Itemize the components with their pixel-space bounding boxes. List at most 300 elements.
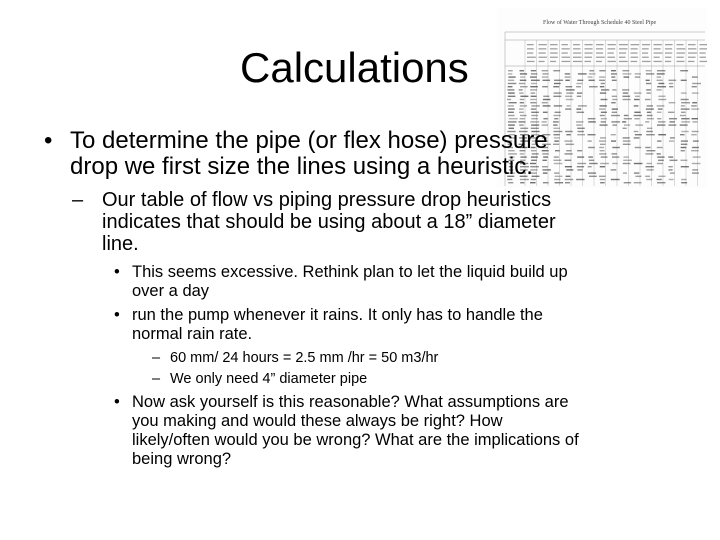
table-cell-mark (531, 115, 538, 116)
table-cell-mark (577, 80, 583, 81)
table-cell-mark (624, 115, 629, 116)
table-header-mark (700, 52, 706, 53)
table-cell-mark (624, 124, 630, 125)
table-cell-mark (530, 121, 539, 122)
table-header-mark (585, 44, 593, 45)
table-cell-mark (668, 112, 674, 113)
table-cell-mark (681, 99, 689, 100)
bullet-line: drop we first size the lines using a heuristic. (70, 153, 533, 180)
table-cell-mark (543, 182, 549, 183)
table-header-mark (619, 52, 626, 53)
table-cell-mark (520, 99, 525, 100)
table-cell-mark (693, 156, 701, 157)
table-header-mark (550, 52, 558, 53)
table-cell-mark (681, 166, 689, 167)
table-cell-mark (554, 105, 562, 106)
table-cell-mark (634, 92, 642, 93)
table-cell-mark (658, 96, 665, 97)
table-cell-mark (531, 112, 539, 113)
table-cell-mark (681, 80, 687, 81)
table-cell-mark (611, 121, 620, 122)
table-cell-mark (520, 182, 524, 183)
table-cell-mark (508, 92, 515, 93)
table-cell-mark (611, 73, 617, 74)
table-header-mark (550, 48, 558, 49)
table-header-mark (654, 61, 662, 62)
table-cell-mark (577, 96, 581, 97)
table-cell-mark (554, 118, 558, 119)
table-cell-mark (668, 156, 673, 157)
table-cell-mark (588, 121, 596, 122)
table-cell-mark (692, 169, 698, 170)
table-cell-mark (520, 80, 526, 81)
table-cell-mark (599, 108, 605, 109)
table-cell-mark (508, 121, 517, 122)
table-cell-mark (692, 147, 699, 148)
table-cell-mark (553, 86, 559, 87)
table-header-mark (562, 44, 568, 45)
table-header-mark (573, 44, 580, 45)
table-cell-mark (530, 102, 536, 103)
table-cell-mark (657, 80, 663, 81)
table-header-mark (642, 52, 648, 53)
table-cell-mark (622, 96, 630, 97)
table-cell-mark (691, 118, 698, 119)
table-cell-mark (681, 140, 688, 141)
table-cell-mark (681, 131, 688, 132)
table-cell-mark (692, 131, 699, 132)
table-cell-mark (634, 112, 640, 113)
table-cell-mark (657, 112, 662, 113)
table-cell-mark (601, 121, 606, 122)
table-cell-mark (691, 150, 699, 151)
table-header-mark (608, 57, 616, 58)
table-header-mark (539, 57, 547, 58)
table-cell-mark (658, 121, 665, 122)
table-cell-mark (600, 92, 606, 93)
table-cell-mark (670, 160, 678, 161)
table-cell-mark (531, 92, 536, 93)
table-header-mark (700, 57, 707, 58)
table-header-mark (688, 52, 697, 53)
bullet-line: you making and would these always be right? How (132, 412, 503, 430)
table-cell-mark (508, 86, 513, 87)
table-header-mark (654, 52, 663, 53)
table-header-mark (550, 57, 558, 58)
table-header-mark (573, 57, 582, 58)
table-cell-mark (507, 89, 514, 90)
bullet-line: run the pump whenever it rains. It only has to handle the (132, 306, 543, 324)
table-cell-mark (681, 92, 687, 93)
table-header-mark (677, 52, 685, 53)
table-header-mark (527, 48, 534, 49)
table-cell-mark (669, 118, 677, 119)
table-header-mark (619, 48, 627, 49)
bullet-marker: • (114, 263, 120, 281)
table-cell-mark (530, 182, 535, 183)
table-header-mark (619, 44, 628, 45)
table-cell-mark (670, 137, 675, 138)
table-cell-mark (681, 118, 689, 119)
table-cell-mark (566, 89, 575, 90)
table-cell-mark (576, 121, 583, 122)
table-header-mark (596, 44, 604, 45)
table-cell-mark (612, 108, 618, 109)
table-cell-mark (554, 83, 561, 84)
table-header-mark (619, 57, 626, 58)
table-header-mark (665, 52, 672, 53)
table-cell-mark (531, 118, 538, 119)
table-cell-mark (680, 70, 688, 71)
table-header-mark (654, 48, 661, 49)
table-cell-mark (623, 73, 632, 74)
table-cell-mark (600, 182, 605, 183)
table-header-mark (608, 48, 616, 49)
table-header-mark (677, 61, 685, 62)
table-cell-mark (542, 70, 548, 71)
table-cell-mark (576, 108, 581, 109)
table-cell-mark (519, 112, 524, 113)
bullet-text: 60 mm/ 24 hours = 2.5 mm /hr = 50 m3/hr (170, 350, 439, 366)
table-header-mark (688, 57, 696, 58)
table-cell-mark (600, 86, 604, 87)
table-cell-mark (681, 147, 687, 148)
table-cell-mark (624, 118, 632, 119)
table-cell-mark (542, 121, 547, 122)
table-cell-mark (692, 121, 697, 122)
table-header-mark (631, 61, 638, 62)
bullet-text (102, 189, 662, 255)
table-cell-mark (681, 179, 686, 180)
table-cell-mark (520, 73, 527, 74)
table-cell-mark (520, 118, 525, 119)
table-cell-mark (657, 105, 665, 106)
table-cell-mark (668, 124, 676, 125)
table-cell-mark (669, 179, 674, 180)
table-cell-mark (646, 89, 651, 90)
table-cell-mark (680, 134, 685, 135)
table-cell-mark (589, 86, 598, 87)
table-cell-mark (622, 121, 626, 122)
table-cell-mark (657, 124, 665, 125)
table-cell-mark (693, 140, 699, 141)
table-cell-mark (692, 86, 697, 87)
table-cell-mark (599, 76, 605, 77)
table-cell-mark (566, 105, 570, 106)
table-cell-mark (647, 112, 651, 113)
table-header-mark (654, 57, 660, 58)
table-header-mark (562, 48, 570, 49)
table-cell-mark (542, 102, 548, 103)
table-cell-mark (566, 92, 573, 93)
table-header-mark (585, 61, 591, 62)
table-header-mark (631, 48, 638, 49)
table-cell-mark (647, 115, 653, 116)
table-cell-mark (681, 105, 685, 106)
table-cell-mark (565, 108, 571, 109)
table-header-mark (527, 57, 536, 58)
table-header-mark (700, 48, 708, 49)
table-header-mark (619, 61, 628, 62)
table-cell-mark (601, 83, 605, 84)
table-cell-mark (611, 115, 620, 116)
table-cell-mark (681, 144, 688, 145)
table-header-mark (642, 57, 649, 58)
table-cell-mark (519, 92, 523, 93)
table-cell-mark (611, 70, 616, 71)
table-cell-mark (519, 108, 524, 109)
bullet-line: To determine the pipe (or flex hose) pressure (70, 127, 548, 154)
table-cell-mark (612, 124, 617, 125)
table-cell-mark (507, 99, 511, 100)
bullet-text: We only need 4” diameter pipe (170, 371, 368, 387)
table-cell-mark (681, 182, 687, 183)
table-header-mark (665, 44, 673, 45)
table-cell-mark (681, 112, 685, 113)
table-cell-mark (542, 80, 550, 81)
table-header-mark (677, 44, 684, 45)
bullet-text (132, 263, 692, 301)
table-header-mark (642, 61, 651, 62)
table-cell-mark (646, 70, 652, 71)
bullet-line: over a day (132, 282, 210, 300)
table-cell-mark (542, 73, 548, 74)
table-cell-mark (647, 118, 654, 119)
table-cell-mark (657, 89, 662, 90)
table-header-mark (562, 57, 571, 58)
table-cell-mark (531, 108, 536, 109)
table-cell-mark (612, 89, 616, 90)
table-cell-mark (543, 118, 547, 119)
table-header-mark (539, 61, 545, 62)
table-header-mark (550, 61, 556, 62)
table-cell-mark (589, 73, 596, 74)
table-header-mark (539, 44, 547, 45)
bullet-line: This seems excessive. Rethink plan to let the liquid build up (132, 263, 568, 281)
table-cell-mark (680, 160, 687, 161)
bullet-line: Our table of flow vs piping pressure drop heuristics (102, 189, 552, 211)
table-header-mark (654, 44, 662, 45)
table-cell-mark (622, 70, 629, 71)
bullet-marker: • (114, 393, 120, 411)
table-cell-mark (635, 76, 640, 77)
table-cell-mark (601, 99, 608, 100)
table-cell-mark (519, 83, 525, 84)
table-cell-mark (531, 105, 539, 106)
table-cell-mark (612, 96, 617, 97)
table-header-mark (596, 57, 605, 58)
table-cell-mark (692, 76, 698, 77)
table-cell-mark (692, 172, 699, 173)
table-cell-mark (508, 108, 515, 109)
table-cell-mark (646, 83, 651, 84)
table-cell-mark (507, 105, 513, 106)
table-cell-mark (612, 112, 617, 113)
table-cell-mark (508, 124, 515, 125)
table-cell-mark (509, 118, 518, 119)
table-cell-mark (669, 102, 676, 103)
table-cell-mark (668, 169, 672, 170)
table-cell-mark (657, 70, 665, 71)
table-cell-mark (681, 102, 690, 103)
table-cell-mark (681, 108, 690, 109)
table-cell-mark (520, 86, 528, 87)
table-cell-mark (508, 115, 514, 116)
slide-title: Calculations (240, 44, 469, 91)
table-cell-mark (658, 83, 664, 84)
table-cell-mark (543, 96, 549, 97)
table-cell-mark (576, 86, 581, 87)
table-cell-mark (520, 115, 526, 116)
table-cell-mark (577, 112, 585, 113)
table-cell-mark (646, 108, 654, 109)
table-cell-mark (531, 80, 540, 81)
table-caption: Flow of Water Through Schedule 40 Steel Pipe (543, 20, 657, 26)
table-cell-mark (600, 124, 608, 125)
table-cell-mark (692, 92, 699, 93)
table-header-mark (631, 44, 640, 45)
table-header-mark (700, 44, 708, 45)
table-header-mark (677, 57, 684, 58)
table-cell-mark (520, 76, 525, 77)
table-cell-mark (657, 118, 661, 119)
table-cell-mark (669, 140, 674, 141)
bullet-line: likely/often would you be wrong? What are the implications of (132, 431, 579, 449)
table-cell-mark (658, 99, 666, 100)
table-header-mark (665, 61, 671, 62)
table-cell-mark (601, 112, 607, 113)
table-cell-mark (611, 102, 616, 103)
table-cell-mark (508, 96, 516, 97)
table-header-mark (688, 61, 694, 62)
table-cell-mark (645, 99, 651, 100)
table-header-mark (562, 61, 571, 62)
table-header-mark (585, 48, 593, 49)
bullet-text (70, 128, 664, 180)
table-cell-mark (646, 73, 654, 74)
dash-marker: – (72, 189, 84, 211)
table-header-mark (585, 57, 592, 58)
table-cell-mark (520, 105, 527, 106)
table-cell-mark (670, 172, 675, 173)
table-cell-mark (669, 83, 673, 84)
table-header-mark (665, 57, 671, 58)
table-cell-mark (531, 73, 537, 74)
table-cell-mark (553, 121, 559, 122)
table-cell-mark (588, 118, 596, 119)
table-cell-mark (578, 105, 587, 106)
bullet-line: Now ask yourself is this reasonable? What assumptions are (132, 393, 569, 411)
table-cell-mark (635, 124, 643, 125)
table-cell-mark (565, 96, 572, 97)
table-header-mark (527, 52, 533, 53)
table-cell-mark (543, 105, 551, 106)
table-cell-mark (599, 70, 605, 71)
table-header-mark (608, 52, 614, 53)
table-cell-mark (589, 80, 595, 81)
table-header-mark (527, 44, 534, 45)
table-cell-mark (508, 83, 516, 84)
dash-marker: – (152, 350, 161, 366)
table-cell-mark (508, 76, 515, 77)
table-cell-mark (692, 83, 701, 84)
table-header-mark (608, 61, 616, 62)
table-cell-mark (519, 121, 526, 122)
table-header-mark (527, 61, 535, 62)
table-header-mark (573, 52, 581, 53)
table-cell-mark (565, 76, 571, 77)
table-cell-mark (624, 182, 631, 183)
table-cell-mark (530, 99, 536, 100)
table-cell-mark (554, 115, 561, 116)
table-header-mark (608, 44, 616, 45)
table-cell-mark (508, 80, 514, 81)
table-cell-mark (681, 121, 690, 122)
table-cell-mark (577, 92, 582, 93)
table-cell-mark (520, 96, 528, 97)
table-cell-mark (611, 76, 615, 77)
table-header-mark (631, 52, 638, 53)
bullet-line: indicates that should be using about a 18” diameter (102, 211, 556, 233)
table-cell-mark (680, 124, 688, 125)
table-cell-mark (519, 124, 523, 125)
table-cell-mark (531, 96, 537, 97)
bullet-marker: • (44, 127, 53, 154)
table-cell-mark (553, 70, 560, 71)
dash-marker: – (152, 371, 161, 387)
table-cell-mark (623, 92, 628, 93)
table-header-mark (573, 48, 580, 49)
table-cell-mark (566, 99, 574, 100)
table-header-mark (562, 52, 568, 53)
table-cell-mark (612, 99, 617, 100)
table-header-mark (573, 61, 582, 62)
table-cell-mark (657, 76, 661, 77)
table-cell-mark (530, 89, 537, 90)
table-cell-mark (657, 86, 666, 87)
table-cell-mark (600, 105, 607, 106)
table-cell-mark (601, 89, 609, 90)
table-cell-mark (669, 121, 674, 122)
table-cell-mark (646, 80, 650, 81)
table-header-mark (688, 44, 696, 45)
table-cell-mark (531, 83, 537, 84)
table-cell-mark (692, 102, 697, 103)
table-cell-mark (576, 124, 581, 125)
bullet-line: line. (102, 233, 139, 255)
bullet-marker: • (114, 306, 120, 324)
table-cell-mark (634, 105, 639, 106)
table-cell-mark (543, 112, 548, 113)
table-header-mark (642, 44, 650, 45)
table-cell-mark (635, 96, 639, 97)
table-cell-mark (576, 83, 582, 84)
table-cell-mark (668, 80, 676, 81)
bullet-line: being wrong? (132, 450, 232, 468)
table-cell-mark (669, 86, 673, 87)
table-header-mark (596, 61, 602, 62)
table-cell-mark (692, 163, 701, 164)
table-cell-mark (543, 99, 550, 100)
table-cell-mark (542, 86, 548, 87)
table-cell-mark (622, 89, 629, 90)
table-header-mark (539, 52, 546, 53)
table-cell-mark (634, 118, 639, 119)
table-cell-mark (691, 108, 699, 109)
table-cell-mark (565, 182, 570, 183)
table-cell-mark (508, 70, 513, 71)
table-header-mark (596, 52, 603, 53)
